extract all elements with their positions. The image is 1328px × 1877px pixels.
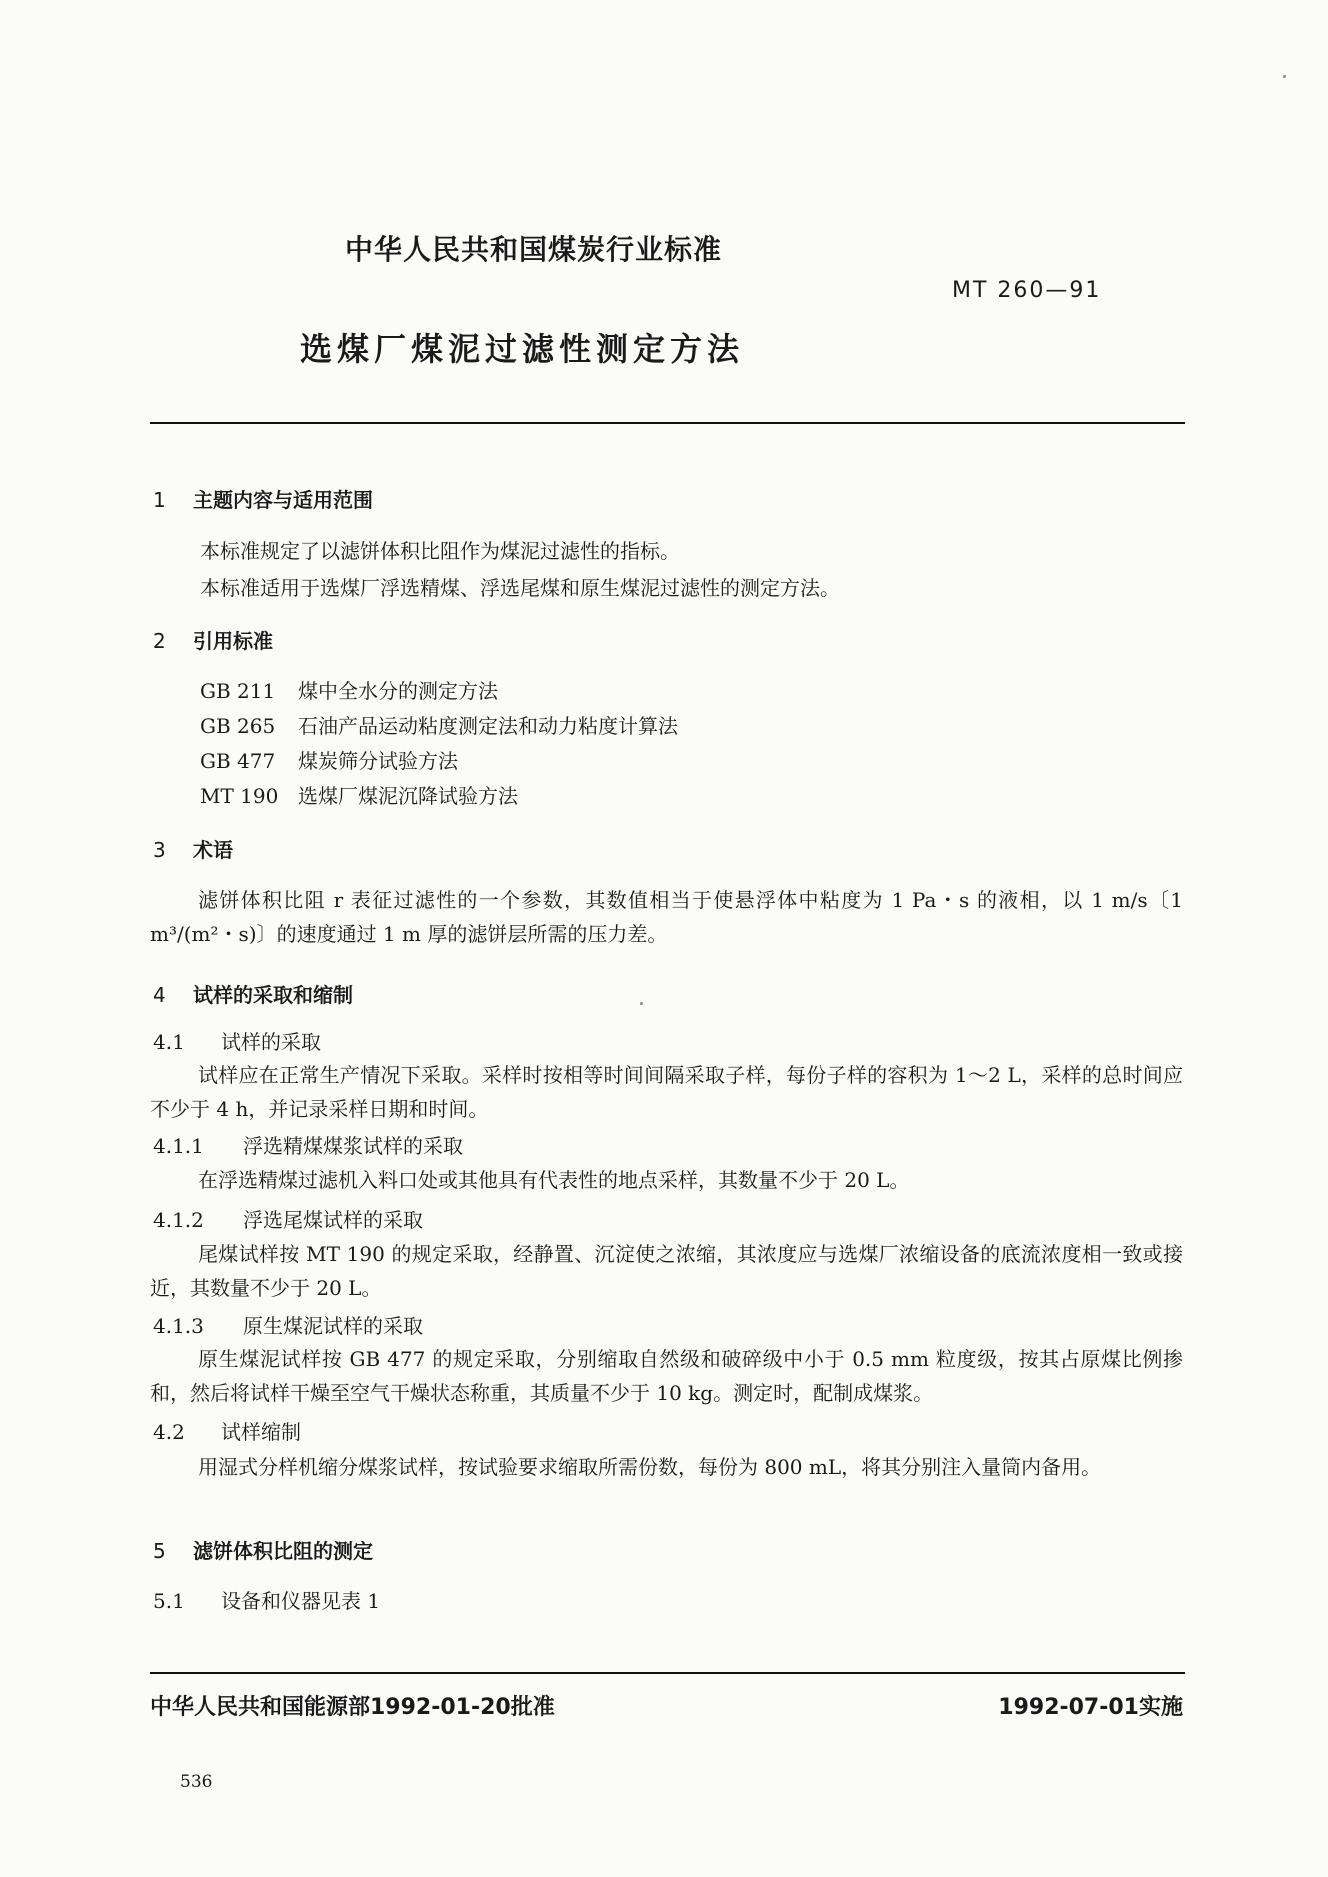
subsection-paragraph: 用湿式分样机缩分煤浆试样，按试验要求缩取所需份数，每份为 800 mL，将其分别注入量筒内备用。 <box>198 1455 1102 1479</box>
subsection-4-1-3-heading <box>153 1310 423 1339</box>
section-4-heading <box>153 979 353 1008</box>
section-title: 引用标准 <box>193 629 273 653</box>
subsection-title: 试样缩制 <box>221 1420 301 1444</box>
subsection-number: 4.1.1 <box>153 1134 204 1158</box>
section-title: 术语 <box>193 838 233 862</box>
subsection-4-1-2-heading <box>153 1204 423 1233</box>
reference-code: GB 265 <box>200 714 276 738</box>
subsection-title: 原生煤泥试样的采取 <box>243 1314 423 1338</box>
section-number: 2 <box>153 629 166 653</box>
reference-name: 石油产品运动粘度测定法和动力粘度计算法 <box>298 714 678 738</box>
reference-code: GB 211 <box>200 679 276 703</box>
subsection-number: 5.1 <box>153 1589 185 1613</box>
section-number: 1 <box>153 488 166 512</box>
standard-code: MT 260—91 <box>952 278 1102 303</box>
subsection-paragraph: 试样应在正常生产情况下采取。采样时按相等时间间隔采取子样，每份子样的容积为 1～2 L，采样的总时间应不少于 4 h，并记录采样日期和时间。 <box>150 1063 1183 1121</box>
effective-date: 1992-07-01实施 <box>998 1695 1183 1720</box>
reference-name: 选煤厂煤泥沉降试验方法 <box>298 784 518 808</box>
header-divider <box>150 422 1185 424</box>
subsection-paragraph: 尾煤试样按 MT 190 的规定采取，经静置、沉淀使之浓缩，其浓度应与选煤厂浓缩设备的底流浓度相一致或接近，其数量不少于 20 L。 <box>150 1242 1183 1300</box>
reference-name: 煤中全水分的测定方法 <box>298 679 498 703</box>
approval-date: 中华人民共和国能源部1992-01-20批准 <box>150 1695 555 1720</box>
footer-divider <box>150 1672 1185 1674</box>
subsection-number: 4.1.3 <box>153 1314 204 1338</box>
section-number: 5 <box>153 1539 166 1563</box>
paragraph-line: 本标准规定了以滤饼体积比阻作为煤泥过滤性的指标。 <box>200 539 680 563</box>
scan-speck <box>1283 75 1286 78</box>
document-title: 选煤厂煤泥过滤性测定方法 <box>300 330 745 368</box>
reference-item <box>200 675 498 704</box>
reference-code: MT 190 <box>200 784 279 808</box>
issuing-organization: 中华人民共和国煤炭行业标准 <box>345 233 723 266</box>
subsection-4-2-heading <box>153 1416 301 1445</box>
subsection-paragraph: 在浮选精煤过滤机入料口处或其他具有代表性的地点采样，其数量不少于 20 L。 <box>198 1168 910 1192</box>
term-definition: 滤饼体积比阻 r 表征过滤性的一个参数，其数值相当于使悬浮体中粘度为 1 Pa・s 的液相，以 1 m/s〔1 m³/(m²・s)〕的速度通过 1 m 厚的滤饼层所需的压力差。 <box>150 888 1183 946</box>
section-title: 主题内容与适用范围 <box>193 488 373 512</box>
subsection-number: 4.2 <box>153 1420 185 1444</box>
subsection-number: 4.1 <box>153 1030 185 1054</box>
reference-code: GB 477 <box>200 749 276 773</box>
section-number: 3 <box>153 838 166 862</box>
scan-speck <box>640 1002 643 1005</box>
reference-item <box>200 710 678 739</box>
subsection-title: 设备和仪器见表 1 <box>221 1589 381 1613</box>
section-5-heading <box>153 1535 373 1564</box>
subsection-paragraph: 原生煤泥试样按 GB 477 的规定采取，分别缩取自然级和破碎级中小于 0.5 mm 粒度级，按其占原煤比例掺和，然后将试样干燥至空气干燥状态称重，其质量不少于 10 kg。测定时，配制成煤浆。 <box>150 1347 1183 1405</box>
section-number: 4 <box>153 983 166 1007</box>
section-title: 滤饼体积比阻的测定 <box>193 1539 373 1563</box>
subsection-title: 浮选精煤煤浆试样的采取 <box>243 1134 463 1158</box>
paragraph-line: 本标准适用于选煤厂浮选精煤、浮选尾煤和原生煤泥过滤性的测定方法。 <box>200 576 840 600</box>
subsection-5-1-heading <box>153 1585 380 1614</box>
subsection-number: 4.1.2 <box>153 1208 204 1232</box>
subsection-4-1-1-heading <box>153 1130 463 1159</box>
section-title: 试样的采取和缩制 <box>193 983 353 1007</box>
subsection-4-1-heading <box>153 1026 321 1055</box>
subsection-title: 试样的采取 <box>221 1030 321 1054</box>
reference-name: 煤炭筛分试验方法 <box>298 749 458 773</box>
section-2-heading <box>153 625 273 654</box>
reference-item <box>200 780 518 809</box>
section-1-heading <box>153 484 373 513</box>
page-number: 536 <box>180 1772 213 1792</box>
subsection-title: 浮选尾煤试样的采取 <box>243 1208 423 1232</box>
reference-item <box>200 745 458 774</box>
section-3-heading <box>153 834 233 863</box>
